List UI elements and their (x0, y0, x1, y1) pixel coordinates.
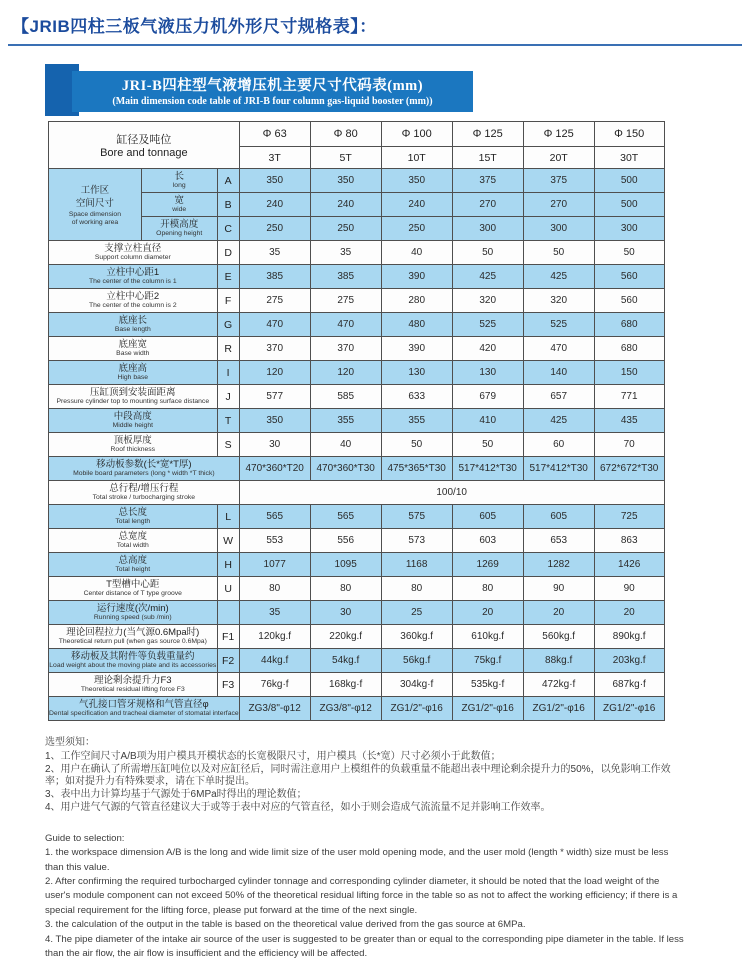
value-cell: 771 (594, 385, 664, 409)
value-cell: 280 (381, 289, 452, 313)
row-label-en: High base (117, 374, 149, 382)
value-cell: 250 (381, 217, 452, 241)
value-cell: 80 (452, 577, 523, 601)
value-cell: 553 (239, 529, 310, 553)
value-cell: 653 (523, 529, 594, 553)
table-row (49, 649, 665, 673)
row-label-cn: 底座宽 (118, 339, 148, 351)
value-cell: 168kg·f (310, 673, 381, 697)
row-label-en: Center distance of T type groove (83, 590, 182, 598)
value-cell: 350 (310, 169, 381, 193)
value-cell: 680 (594, 337, 664, 361)
value-cell: 672*672*T30 (594, 457, 664, 481)
tonnage-header-cell: 20T (523, 147, 594, 169)
code-cell: I (217, 361, 239, 385)
diameter-header-cell: Φ 125 (452, 122, 523, 147)
code-cell: B (217, 193, 239, 217)
note-en-item: 4. The pipe diameter of the intake air source of the user is suggested to be greater than or equal to the corresponding pipe diameter in the table. If less than the air flow, the air flow is insufficient and the efficiency will be affected. (45, 933, 684, 960)
value-cell: 120kg.f (239, 625, 310, 649)
value-cell: 470 (310, 313, 381, 337)
row-label-en: Total stroke / turbocharging stroke (92, 494, 196, 502)
value-cell: 679 (452, 385, 523, 409)
title-divider (8, 44, 742, 46)
value-cell: 1168 (381, 553, 452, 577)
value-cell: 375 (452, 169, 523, 193)
row-label-en: Total height (115, 566, 151, 574)
notes-section (45, 737, 685, 961)
value-cell: 240 (239, 193, 310, 217)
value-cell: 203kg.f (594, 649, 664, 673)
code-cell: G (217, 313, 239, 337)
row-label-cn: 支撑立柱直径 (104, 243, 162, 255)
value-cell: ZG1/2"-φ16 (452, 697, 523, 721)
row-label-cell (49, 697, 240, 721)
table-row (49, 313, 665, 337)
value-cell: 130 (452, 361, 523, 385)
tonnage-header-cell: 5T (310, 147, 381, 169)
notes-cn-items (45, 751, 685, 815)
code-cell: H (217, 553, 239, 577)
tonnage-header-cell: 3T (239, 147, 310, 169)
value-cell: ZG1/2"-φ16 (523, 697, 594, 721)
value-cell: 1426 (594, 553, 664, 577)
value-cell: 573 (381, 529, 452, 553)
value-cell: 470 (239, 313, 310, 337)
row-label-en: Total length (115, 518, 151, 526)
value-cell: 50 (594, 241, 664, 265)
value-cell: 90 (594, 577, 664, 601)
value-cell: 480 (381, 313, 452, 337)
diameter-header-cell: Φ 80 (310, 122, 381, 147)
table-row (49, 481, 665, 505)
code-cell: W (217, 529, 239, 553)
banner (72, 71, 473, 112)
code-cell: F (217, 289, 239, 313)
row-label-cell (49, 265, 218, 289)
corner-cell (49, 122, 240, 169)
code-cell: T (217, 409, 239, 433)
row-label-en: Middle height (112, 422, 153, 430)
row-label-cell (49, 433, 218, 457)
row-label-cell (49, 649, 218, 673)
row-label-cell (49, 673, 218, 697)
value-cell: 40 (381, 241, 452, 265)
value-cell: 90 (523, 577, 594, 601)
code-cell: R (217, 337, 239, 361)
value-cell: 35 (239, 241, 310, 265)
value-cell: 565 (310, 505, 381, 529)
value-cell: ZG3/8"-φ12 (239, 697, 310, 721)
value-cell: 517*412*T30 (452, 457, 523, 481)
value-cell: 20 (523, 601, 594, 625)
value-cell: 240 (381, 193, 452, 217)
value-cell: 50 (452, 433, 523, 457)
value-cell: 70 (594, 433, 664, 457)
value-cell: 470 (523, 337, 594, 361)
group-label-cell (49, 169, 142, 241)
row-label-en: Running speed (sub /min) (93, 614, 172, 622)
row-label-cn: T型槽中心距 (106, 579, 160, 591)
code-cell: A (217, 169, 239, 193)
value-cell: 425 (523, 265, 594, 289)
group-label-line: of working area (71, 218, 119, 226)
value-cell: 80 (310, 577, 381, 601)
notes-en-heading: Guide to selection: (45, 832, 125, 844)
value-cell: 525 (523, 313, 594, 337)
group-label-line: Space dimension (68, 211, 121, 218)
group-label-line: 空间尺寸 (75, 198, 114, 209)
value-cell: 350 (239, 409, 310, 433)
table-row (49, 577, 665, 601)
row-label-cn: 宽 (174, 195, 184, 207)
value-cell: 50 (452, 241, 523, 265)
value-cell: 390 (381, 265, 452, 289)
value-cell: 1077 (239, 553, 310, 577)
code-cell: C (217, 217, 239, 241)
value-cell: 556 (310, 529, 381, 553)
value-cell: 50 (523, 241, 594, 265)
row-label-cn: 开模高度 (160, 219, 199, 231)
value-cell: 88kg.f (523, 649, 594, 673)
value-cell: 575 (381, 505, 452, 529)
table-row (49, 217, 665, 241)
table-row (49, 505, 665, 529)
banner-title-cn: JRI-B四柱型气液增压机主要尺寸代码表(mm) (121, 78, 424, 94)
value-cell: 1095 (310, 553, 381, 577)
value-cell: 577 (239, 385, 310, 409)
row-label-cell (49, 361, 218, 385)
row-label-cn: 立柱中心距1 (106, 267, 160, 279)
row-label-cell (49, 529, 218, 553)
value-cell: 390 (381, 337, 452, 361)
row-label-cn: 顶板厚度 (113, 435, 152, 447)
diameter-header-cell: Φ 100 (381, 122, 452, 147)
value-cell: 350 (381, 169, 452, 193)
table-row (49, 169, 665, 193)
page-title: 【JRIB四柱三板气液压力机外形尺寸规格表】： (12, 17, 377, 36)
value-cell: 560 (594, 265, 664, 289)
note-cn-item: 2、用户在确认了所需增压缸吨位以及对应缸径后，同时需注意用户上模组件的负载重量不能超出表中理论剩余提升力的50%，以免影响工作效率；如对提升力有特殊要求，请在下单时提出。 (45, 763, 671, 788)
value-cell: 30 (310, 601, 381, 625)
value-cell: 425 (523, 409, 594, 433)
diameter-header-row (49, 122, 665, 147)
spec-table-body (49, 169, 665, 721)
value-cell: 610kg.f (452, 625, 523, 649)
value-cell: 370 (239, 337, 310, 361)
row-label-en: Total width (116, 542, 149, 550)
row-label-cell (141, 217, 217, 241)
table-row (49, 553, 665, 577)
row-label-cell (49, 553, 218, 577)
value-cell: 385 (239, 265, 310, 289)
table-row (49, 385, 665, 409)
value-cell: 304kg·f (381, 673, 452, 697)
value-cell: 680 (594, 313, 664, 337)
row-label-cell (49, 409, 218, 433)
row-label-en: long (172, 182, 186, 190)
value-cell: 54kg.f (310, 649, 381, 673)
value-cell: 20 (594, 601, 664, 625)
row-label-cn: 立柱中心距2 (106, 291, 160, 303)
spec-table (48, 121, 665, 721)
value-cell: 250 (310, 217, 381, 241)
row-label-en: The center of the column is 2 (88, 302, 177, 310)
value-cell: 120 (310, 361, 381, 385)
value-cell: 500 (594, 169, 664, 193)
row-label-en: Pressure cylinder top to mounting surface distance (56, 398, 210, 406)
value-cell: 56kg.f (381, 649, 452, 673)
row-label-cn: 中段高度 (113, 411, 152, 423)
value-cell: 657 (523, 385, 594, 409)
row-label-cell (49, 457, 240, 481)
value-cell: 300 (594, 217, 664, 241)
code-cell (217, 601, 239, 625)
value-cell: 475*365*T30 (381, 457, 452, 481)
code-cell: J (217, 385, 239, 409)
row-label-en: wide (172, 206, 187, 214)
value-cell: 470*360*T20 (239, 457, 310, 481)
code-cell: F1 (217, 625, 239, 649)
table-row (49, 625, 665, 649)
code-cell: L (217, 505, 239, 529)
banner-title-en: (Main dimension code table of JRI-B four column gas-liquid booster (mm)) (112, 96, 433, 107)
value-cell: 360kg.f (381, 625, 452, 649)
value-cell: 385 (310, 265, 381, 289)
value-cell: 603 (452, 529, 523, 553)
code-cell: S (217, 433, 239, 457)
diameter-header-cell: Φ 63 (239, 122, 310, 147)
value-cell: 370 (310, 337, 381, 361)
value-cell: 605 (523, 505, 594, 529)
row-label-cn: 底座高 (118, 363, 148, 375)
row-label-cell (49, 337, 218, 361)
value-cell: 560 (594, 289, 664, 313)
value-cell: 472kg·f (523, 673, 594, 697)
table-row (49, 409, 665, 433)
value-cell: 420 (452, 337, 523, 361)
value-cell: 355 (381, 409, 452, 433)
value-cell: 565 (239, 505, 310, 529)
table-row (49, 361, 665, 385)
code-cell: U (217, 577, 239, 601)
value-cell: 300 (523, 217, 594, 241)
value-cell: 500 (594, 193, 664, 217)
value-cell: 425 (452, 265, 523, 289)
value-cell: 40 (310, 433, 381, 457)
row-label-cell (49, 625, 218, 649)
row-label-cn: 气孔接口管牙规格和气管直径φ (79, 699, 209, 711)
value-cell: 270 (523, 193, 594, 217)
code-cell: F2 (217, 649, 239, 673)
row-label-cell (49, 481, 240, 505)
value-cell: 250 (239, 217, 310, 241)
row-label-cn: 理论回程拉力(当气源0.6Mpa时) (66, 627, 200, 639)
notes-en-items (45, 846, 685, 961)
value-cell: 320 (452, 289, 523, 313)
row-label-en: Theoretical residual lifting force F3 (80, 686, 185, 694)
row-label-en: Theoretical return pull (when gas source 0.6Mpa) (58, 638, 207, 646)
code-cell: F3 (217, 673, 239, 697)
spec-table-header (49, 122, 665, 169)
table-row (49, 289, 665, 313)
corner-label-cn: 缸径及吨位 (116, 134, 172, 146)
row-label-cn: 移动板参数(长*宽*T厚) (96, 459, 192, 471)
row-label-en: Support column diameter (94, 254, 171, 262)
value-cell: 44kg.f (239, 649, 310, 673)
value-cell: 355 (310, 409, 381, 433)
value-cell: 410 (452, 409, 523, 433)
row-label-cell (141, 193, 217, 217)
value-cell: 100/10 (239, 481, 664, 505)
row-label-en: Load weight about the moving plate and its accessories (49, 662, 217, 670)
value-cell: 320 (523, 289, 594, 313)
row-label-cell (49, 505, 218, 529)
tonnage-header-cell: 30T (594, 147, 664, 169)
table-row (49, 697, 665, 721)
value-cell: 275 (239, 289, 310, 313)
row-label-en: Dental specification and tracheal diameter of stomatal interface (49, 710, 239, 718)
value-cell: 890kg.f (594, 625, 664, 649)
table-row (49, 673, 665, 697)
value-cell: 25 (381, 601, 452, 625)
tonnage-header-cell: 10T (381, 147, 452, 169)
row-label-cn: 总宽度 (118, 531, 148, 543)
value-cell: 30 (239, 433, 310, 457)
value-cell: 50 (381, 433, 452, 457)
row-label-cn: 理论剩余提升力F3 (93, 675, 172, 687)
notes-cn-heading: 选型须知： (45, 737, 95, 748)
value-cell: 300 (452, 217, 523, 241)
table-row (49, 241, 665, 265)
value-cell: 1282 (523, 553, 594, 577)
row-label-cn: 总高度 (118, 555, 148, 567)
diameter-header-cell: Φ 150 (594, 122, 664, 147)
code-cell: D (217, 241, 239, 265)
value-cell: 150 (594, 361, 664, 385)
value-cell: 60 (523, 433, 594, 457)
notes-cn-block (45, 737, 685, 815)
value-cell: 687kg·f (594, 673, 664, 697)
row-label-cell (49, 385, 218, 409)
value-cell: 120 (239, 361, 310, 385)
value-cell: 470*360*T30 (310, 457, 381, 481)
value-cell: 1269 (452, 553, 523, 577)
value-cell: ZG1/2"-φ16 (594, 697, 664, 721)
value-cell: 725 (594, 505, 664, 529)
group-label-line: 工作区 (80, 185, 110, 196)
value-cell: 585 (310, 385, 381, 409)
value-cell: 633 (381, 385, 452, 409)
row-label-cn: 总长度 (118, 507, 148, 519)
value-cell: 275 (310, 289, 381, 313)
value-cell: 35 (239, 601, 310, 625)
row-label-cn: 移动板及其附件等负载重量约 (71, 651, 195, 663)
table-row (49, 193, 665, 217)
value-cell: 35 (310, 241, 381, 265)
row-label-cn: 总行程/增压行程 (109, 483, 179, 495)
value-cell: 525 (452, 313, 523, 337)
row-label-cell (49, 577, 218, 601)
value-cell: 375 (523, 169, 594, 193)
row-label-en: Roof thickness (110, 446, 156, 454)
table-row (49, 529, 665, 553)
value-cell: 535kg·f (452, 673, 523, 697)
note-cn-item: 4、用户进气气源的气管直径建议大于或等于表中对应的气管直径，如小于则会造成气流流量不足并影响工作效率。 (45, 801, 551, 813)
row-label-cn: 运行速度(次/min) (96, 603, 169, 615)
row-label-cell (141, 169, 217, 193)
value-cell: 75kg.f (452, 649, 523, 673)
value-cell: 130 (381, 361, 452, 385)
row-label-cn: 长 (174, 171, 184, 183)
code-cell: E (217, 265, 239, 289)
diameter-header-cell: Φ 125 (523, 122, 594, 147)
row-label-en: Base length (114, 326, 151, 334)
value-cell: 76kg·f (239, 673, 310, 697)
value-cell: 435 (594, 409, 664, 433)
table-row (49, 337, 665, 361)
value-cell: 240 (310, 193, 381, 217)
row-label-cell (49, 313, 218, 337)
row-label-en: Mobile board parameters (long * width *T thick) (73, 470, 215, 478)
note-en-item: 2. After confirming the required turbocharged cylinder tonnage and corresponding cylinder diameter, it should be noted that the load weight of the user's module component can not exceed 50% of the theoretical residual lifting force in the table so as not to affect the working efficiency; if there is a special requirement for the lifting force, please put forward at the time of the next single. (45, 876, 678, 916)
row-label-cell (49, 601, 218, 625)
row-label-cell (49, 289, 218, 313)
row-label-cn: 压缸顶到安装面距离 (90, 387, 176, 399)
tonnage-header-cell: 15T (452, 147, 523, 169)
note-cn-item: 1、工作空间尺寸A/B项为用户模具开模状态的长宽极限尺寸，用户模具（长*宽）尺寸必须小于此数值； (45, 750, 501, 762)
value-cell: 220kg.f (310, 625, 381, 649)
table-row (49, 457, 665, 481)
note-cn-item: 3、表中出力计算均基于气源处于6MPa时得出的理论数值； (45, 789, 307, 801)
note-en-item: 1. the workspace dimension A/B is the long and wide limit size of the user mold opening mode, and the user mold (length * width) size must be less than this value. (45, 847, 669, 873)
value-cell: 560kg.f (523, 625, 594, 649)
value-cell: ZG1/2"-φ16 (381, 697, 452, 721)
table-row (49, 601, 665, 625)
notes-en-block (45, 832, 685, 961)
value-cell: 517*412*T30 (523, 457, 594, 481)
note-en-item: 3. the calculation of the output in the table is based on the theoretical value derived from the gas source at 6MPa. (45, 919, 526, 931)
row-label-cell (49, 241, 218, 265)
value-cell: 140 (523, 361, 594, 385)
value-cell: 863 (594, 529, 664, 553)
row-label-en: The center of the column is 1 (88, 278, 177, 286)
value-cell: 20 (452, 601, 523, 625)
corner-label-en: Bore and tonnage (100, 147, 188, 159)
value-cell: 605 (452, 505, 523, 529)
value-cell: 80 (239, 577, 310, 601)
value-cell: ZG3/8"-φ12 (310, 697, 381, 721)
table-row (49, 265, 665, 289)
row-label-cn: 底座长 (118, 315, 148, 327)
table-row (49, 433, 665, 457)
row-label-en: Opening height (156, 230, 203, 238)
value-cell: 350 (239, 169, 310, 193)
value-cell: 270 (452, 193, 523, 217)
row-label-en: Base width (116, 350, 150, 358)
value-cell: 80 (381, 577, 452, 601)
